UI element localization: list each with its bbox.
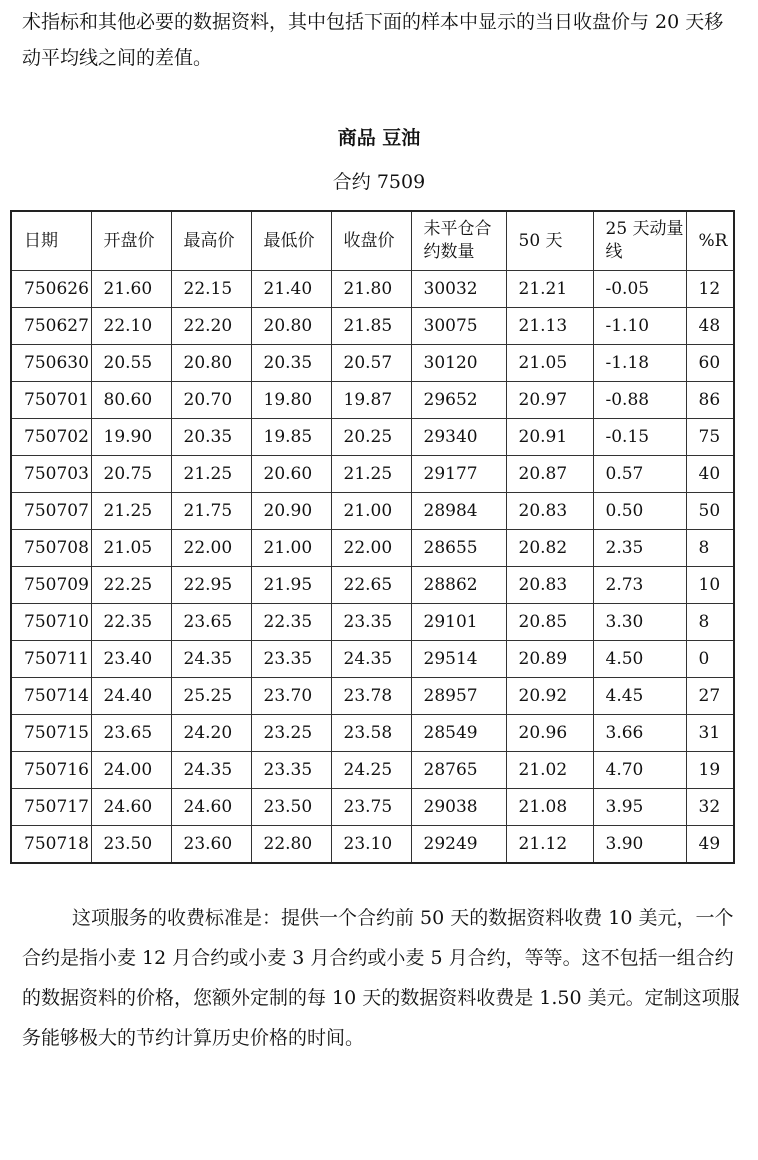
table-cell: 750708	[11, 530, 91, 567]
table-cell: 20.90	[251, 493, 331, 530]
table-cell: 21.95	[251, 567, 331, 604]
table-cell: 31	[686, 715, 734, 752]
table-cell: 750707	[11, 493, 91, 530]
table-cell: 23.70	[251, 678, 331, 715]
table-body	[11, 271, 734, 864]
table-row	[11, 752, 734, 789]
table-cell: 750703	[11, 456, 91, 493]
table-cell: 21.25	[171, 456, 251, 493]
table-cell: 21.12	[506, 826, 593, 864]
table-cell: 23.25	[251, 715, 331, 752]
table-cell: 4.50	[593, 641, 686, 678]
header-open-interest: 未平仓合约数量	[411, 211, 506, 271]
table-cell: 23.58	[331, 715, 411, 752]
table-cell: 21.75	[171, 493, 251, 530]
table-cell: 0.57	[593, 456, 686, 493]
table-row	[11, 567, 734, 604]
table-cell: 23.40	[91, 641, 171, 678]
table-cell: 20.92	[506, 678, 593, 715]
table-cell: 25.25	[171, 678, 251, 715]
table-cell: 29101	[411, 604, 506, 641]
table-cell: 0.50	[593, 493, 686, 530]
table-cell: 20.96	[506, 715, 593, 752]
table-row	[11, 419, 734, 456]
table-cell: 21.21	[506, 271, 593, 308]
header-percent-r: %R	[686, 211, 734, 271]
table-cell: -0.88	[593, 382, 686, 419]
table-row	[11, 678, 734, 715]
table-cell: 20.80	[251, 308, 331, 345]
table-cell: 19.80	[251, 382, 331, 419]
table-cell: 20.91	[506, 419, 593, 456]
table-cell: 20.35	[251, 345, 331, 382]
table-cell: 22.65	[331, 567, 411, 604]
table-row	[11, 456, 734, 493]
table-cell: 21.05	[91, 530, 171, 567]
price-data-table	[10, 210, 735, 864]
table-row	[11, 715, 734, 752]
table-cell: 40	[686, 456, 734, 493]
table-cell: 21.13	[506, 308, 593, 345]
table-cell: 19	[686, 752, 734, 789]
table-row	[11, 308, 734, 345]
table-cell: 48	[686, 308, 734, 345]
table-cell: 22.15	[171, 271, 251, 308]
table-cell: 20.97	[506, 382, 593, 419]
table-cell: 20.57	[331, 345, 411, 382]
table-cell: 8	[686, 604, 734, 641]
table-cell: 750711	[11, 641, 91, 678]
table-cell: 20.83	[506, 493, 593, 530]
table-header-row	[11, 211, 734, 271]
table-cell: 22.00	[331, 530, 411, 567]
table-caption-contract: 合约 7509	[332, 171, 426, 193]
table-cell: 28655	[411, 530, 506, 567]
table-cell: 23.78	[331, 678, 411, 715]
table-cell: 23.60	[171, 826, 251, 864]
table-cell: 21.40	[251, 271, 331, 308]
table-cell: 4.45	[593, 678, 686, 715]
header-50-day: 50 天	[506, 211, 593, 271]
table-cell: 22.80	[251, 826, 331, 864]
table-cell: 750717	[11, 789, 91, 826]
table-row	[11, 530, 734, 567]
table-cell: 30075	[411, 308, 506, 345]
table-cell: 23.35	[251, 752, 331, 789]
table-cell: 20.87	[506, 456, 593, 493]
table-row	[11, 345, 734, 382]
table-cell: 29249	[411, 826, 506, 864]
table-cell: 750710	[11, 604, 91, 641]
table-cell: -0.15	[593, 419, 686, 456]
table-row	[11, 382, 734, 419]
table-cell: 3.30	[593, 604, 686, 641]
table-cell: 24.60	[171, 789, 251, 826]
table-cell: 75	[686, 419, 734, 456]
table-cell: 28862	[411, 567, 506, 604]
table-cell: 23.50	[251, 789, 331, 826]
table-cell: 24.60	[91, 789, 171, 826]
table-cell: 24.40	[91, 678, 171, 715]
table-row	[11, 493, 734, 530]
table-cell: 21.00	[251, 530, 331, 567]
header-date: 日期	[11, 211, 91, 271]
table-cell: 24.25	[331, 752, 411, 789]
table-cell: 23.35	[251, 641, 331, 678]
table-cell: 750627	[11, 308, 91, 345]
table-cell: 750716	[11, 752, 91, 789]
table-cell: 28957	[411, 678, 506, 715]
table-cell: 23.65	[171, 604, 251, 641]
table-cell: 23.35	[331, 604, 411, 641]
table-cell: 86	[686, 382, 734, 419]
table-cell: 8	[686, 530, 734, 567]
table-row	[11, 826, 734, 864]
header-25-day-momentum: 25 天动量线	[593, 211, 686, 271]
table-cell: 3.66	[593, 715, 686, 752]
table-cell: 20.55	[91, 345, 171, 382]
table-cell: 21.08	[506, 789, 593, 826]
table-cell: 22.35	[251, 604, 331, 641]
table-cell: 60	[686, 345, 734, 382]
header-open: 开盘价	[91, 211, 171, 271]
table-cell: 28984	[411, 493, 506, 530]
table-cell: 21.85	[331, 308, 411, 345]
table-cell: 750714	[11, 678, 91, 715]
table-row	[11, 641, 734, 678]
header-close: 收盘价	[331, 211, 411, 271]
table-cell: 21.02	[506, 752, 593, 789]
table-cell: 23.10	[331, 826, 411, 864]
table-cell: 20.89	[506, 641, 593, 678]
table-cell: 10	[686, 567, 734, 604]
table-cell: 23.50	[91, 826, 171, 864]
header-high: 最高价	[171, 211, 251, 271]
table-cell: 22.35	[91, 604, 171, 641]
table-cell: 22.10	[91, 308, 171, 345]
table-cell: -1.18	[593, 345, 686, 382]
table-cell: 750701	[11, 382, 91, 419]
table-row	[11, 604, 734, 641]
table-cell: 3.95	[593, 789, 686, 826]
table-cell: 23.75	[331, 789, 411, 826]
table-cell: 27	[686, 678, 734, 715]
table-cell: 24.35	[171, 641, 251, 678]
table-cell: 49	[686, 826, 734, 864]
table-cell: 19.85	[251, 419, 331, 456]
table-cell: 20.35	[171, 419, 251, 456]
table-cell: 29652	[411, 382, 506, 419]
table-cell: 750626	[11, 271, 91, 308]
table-cell: -0.05	[593, 271, 686, 308]
table-cell: 24.35	[171, 752, 251, 789]
table-cell: 3.90	[593, 826, 686, 864]
table-cell: 2.73	[593, 567, 686, 604]
table-cell: 12	[686, 271, 734, 308]
table-cell: 20.75	[91, 456, 171, 493]
table-cell: 20.83	[506, 567, 593, 604]
table-cell: 20.70	[171, 382, 251, 419]
table-caption-commodity: 商品 豆油	[337, 127, 421, 149]
table-cell: 750709	[11, 567, 91, 604]
table-cell: 22.95	[171, 567, 251, 604]
table-cell: 30032	[411, 271, 506, 308]
table-cell: 21.80	[331, 271, 411, 308]
table-cell: 23.65	[91, 715, 171, 752]
fee-paragraph	[22, 898, 742, 1058]
table-cell: 28549	[411, 715, 506, 752]
table-cell: 22.25	[91, 567, 171, 604]
table-cell: 21.60	[91, 271, 171, 308]
table-cell: 19.87	[331, 382, 411, 419]
table-cell: 30120	[411, 345, 506, 382]
table-cell: 29340	[411, 419, 506, 456]
table-cell: -1.10	[593, 308, 686, 345]
table-cell: 750718	[11, 826, 91, 864]
header-low: 最低价	[251, 211, 331, 271]
table-cell: 21.05	[506, 345, 593, 382]
table-cell: 20.85	[506, 604, 593, 641]
intro-paragraph: 术指标和其他必要的数据资料，其中包括下面的样本中显示的当日收盘价与 20 天移动平均线之间的差值。	[22, 11, 724, 69]
table-cell: 29038	[411, 789, 506, 826]
table-row	[11, 271, 734, 308]
table-cell: 32	[686, 789, 734, 826]
table-cell: 22.00	[171, 530, 251, 567]
fee-paragraph-text: 这项服务的收费标准是：提供一个合约前 50 天的数据资料收费 10 美元，一个合约是指小麦 12 月合约或小麦 3 月合约或小麦 5 月合约，等等。这不包括一组合约的数据资料的价格，您额外定制的每 10 天的数据资料收费是 1.50 美元。定制这项服务能够极大的节约计算历史价格的时间。	[22, 907, 740, 1049]
table-cell: 20.80	[171, 345, 251, 382]
table-cell: 2.35	[593, 530, 686, 567]
table-cell: 21.25	[331, 456, 411, 493]
table-cell: 29514	[411, 641, 506, 678]
table-cell: 24.20	[171, 715, 251, 752]
table-cell: 750702	[11, 419, 91, 456]
table-cell: 750715	[11, 715, 91, 752]
table-cell: 20.25	[331, 419, 411, 456]
table-cell: 4.70	[593, 752, 686, 789]
table-cell: 19.90	[91, 419, 171, 456]
table-cell: 80.60	[91, 382, 171, 419]
table-cell: 21.25	[91, 493, 171, 530]
table-cell: 24.00	[91, 752, 171, 789]
table-cell: 29177	[411, 456, 506, 493]
table-cell: 28765	[411, 752, 506, 789]
table-cell: 20.60	[251, 456, 331, 493]
table-cell: 24.35	[331, 641, 411, 678]
table-cell: 0	[686, 641, 734, 678]
table-cell: 20.82	[506, 530, 593, 567]
table-cell: 21.00	[331, 493, 411, 530]
table-cell: 750630	[11, 345, 91, 382]
table-cell: 22.20	[171, 308, 251, 345]
table-row	[11, 789, 734, 826]
table-cell: 50	[686, 493, 734, 530]
